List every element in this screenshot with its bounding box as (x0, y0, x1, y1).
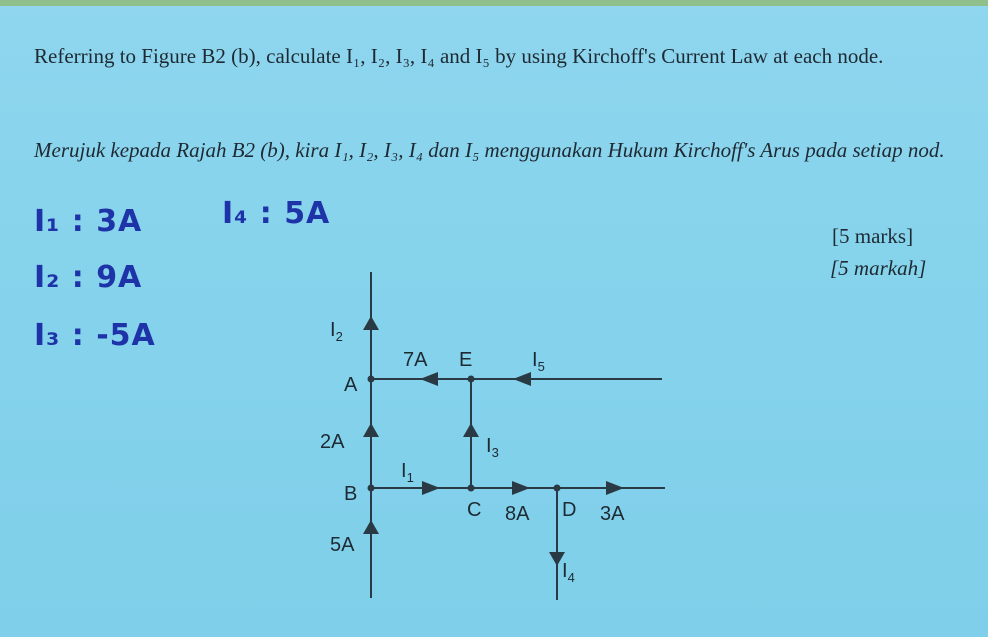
label-i1: $I_1$ (401, 460, 414, 485)
label-8a: 8A (505, 503, 530, 525)
label-node-c: C (467, 499, 482, 521)
answer-i3: I₃ : -5A (34, 318, 156, 353)
answer-i1: I₁ : 3A (34, 204, 143, 239)
node-b-dot (368, 485, 375, 492)
arrow-2a-up (363, 423, 379, 437)
answer-i4: I₄ : 5A (222, 196, 331, 231)
arrow-8a-right (512, 481, 530, 495)
arrow-5a-up (363, 520, 379, 534)
node-a-dot (368, 376, 375, 383)
label-7a: 7A (403, 349, 428, 371)
label-node-a: A (344, 374, 358, 396)
question-english: Referring to Figure B2 (b), calculate I₁, I₂, I₃, I₄ and I₅ by using Kirchoff's Current Law at each node. (34, 44, 884, 68)
answer-i2: I₂ : 9A (34, 260, 143, 295)
arrow-i5-left (513, 372, 531, 386)
label-node-e: E (459, 349, 473, 371)
node-d-dot (554, 485, 561, 492)
label-i2: $I_2$ (330, 319, 343, 344)
arrow-7a-left (420, 372, 438, 386)
label-5a: 5A (330, 534, 355, 556)
arrow-i2-up (363, 316, 379, 330)
label-node-b: B (344, 483, 358, 505)
label-node-d: D (562, 499, 577, 521)
node-c-dot (468, 485, 475, 492)
question-malay: Merujuk kepada Rajah B2 (b), kira I₁, I₂, I₃, I₄ dan I₅ menggunakan Hukum Kirchoff's Arus pada setiap nod. (34, 138, 945, 162)
arrow-i1-right (422, 481, 440, 495)
label-3a: 3A (600, 503, 625, 525)
label-2a: 2A (320, 431, 345, 453)
label-i3: $I_3$ (486, 435, 499, 460)
markah-label: [5 markah] (830, 256, 927, 280)
node-e-dot (468, 376, 475, 383)
arrow-3a-right (606, 481, 624, 495)
label-i5: $I_5$ (532, 349, 545, 374)
arrow-i3-up (463, 423, 479, 437)
marks-label: [5 marks] (832, 224, 914, 248)
label-i4: $I_4$ (562, 560, 575, 585)
